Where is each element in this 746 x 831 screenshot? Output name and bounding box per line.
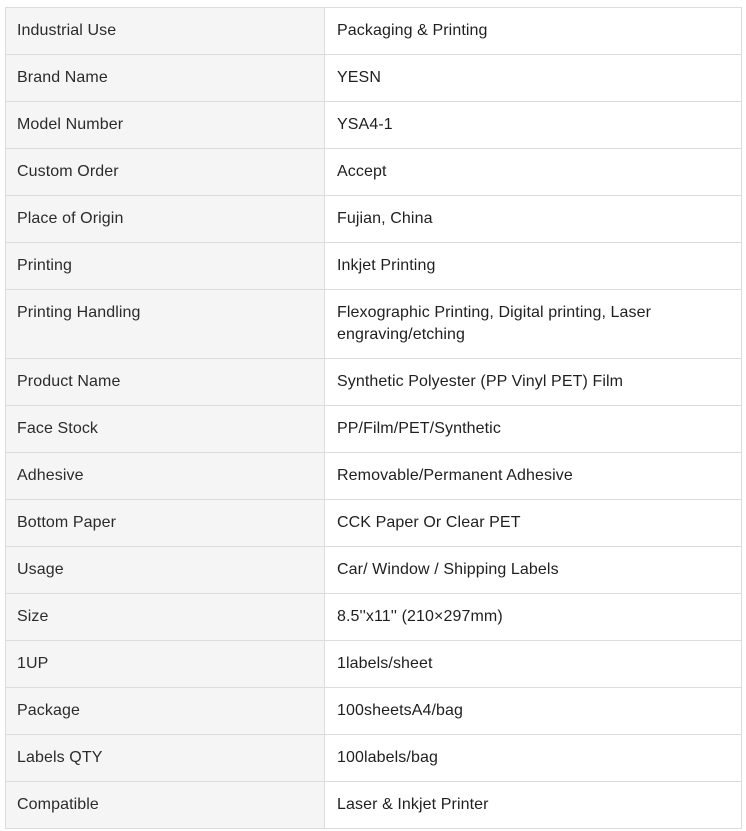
table-row: [6, 594, 742, 641]
spec-value: 100labels/bag: [325, 735, 742, 782]
spec-label: Product Name: [6, 359, 325, 406]
spec-value: YESN: [325, 55, 742, 102]
table-row: [6, 8, 742, 55]
spec-value: Fujian, China: [325, 196, 742, 243]
spec-label: Bottom Paper: [6, 500, 325, 547]
table-row: [6, 641, 742, 688]
spec-value: 100sheetsA4/bag: [325, 688, 742, 735]
spec-label: Adhesive: [6, 453, 325, 500]
spec-value: CCK Paper Or Clear PET: [325, 500, 742, 547]
table-row: [6, 735, 742, 782]
table-row: [6, 782, 742, 829]
spec-value: Laser & Inkjet Printer: [325, 782, 742, 829]
table-row: [6, 500, 742, 547]
table-row: [6, 359, 742, 406]
spec-label: Custom Order: [6, 149, 325, 196]
spec-value: Inkjet Printing: [325, 243, 742, 290]
spec-value: Removable/Permanent Adhesive: [325, 453, 742, 500]
spec-label: Printing Handling: [6, 290, 325, 359]
spec-label: Size: [6, 594, 325, 641]
spec-label: Printing: [6, 243, 325, 290]
spec-label: Usage: [6, 547, 325, 594]
spec-value: Packaging & Printing: [325, 8, 742, 55]
table-row: [6, 55, 742, 102]
spec-label: Industrial Use: [6, 8, 325, 55]
table-row: [6, 453, 742, 500]
table-row: [6, 102, 742, 149]
spec-value: 1labels/sheet: [325, 641, 742, 688]
spec-label: Package: [6, 688, 325, 735]
table-row: [6, 149, 742, 196]
spec-label: Place of Origin: [6, 196, 325, 243]
spec-label: Face Stock: [6, 406, 325, 453]
spec-value: PP/Film/PET/Synthetic: [325, 406, 742, 453]
spec-value: YSA4-1: [325, 102, 742, 149]
spec-label: Compatible: [6, 782, 325, 829]
spec-label: Brand Name: [6, 55, 325, 102]
table-row: [6, 406, 742, 453]
spec-value: Car/ Window / Shipping Labels: [325, 547, 742, 594]
spec-value: 8.5''x11'' (210×297mm): [325, 594, 742, 641]
spec-label: Labels QTY: [6, 735, 325, 782]
table-row: [6, 290, 742, 359]
table-row: [6, 243, 742, 290]
spec-value: Synthetic Polyester (PP Vinyl PET) Film: [325, 359, 742, 406]
spec-value: Flexographic Printing, Digital printing, Laser engraving/etching: [325, 290, 742, 359]
spec-label: Model Number: [6, 102, 325, 149]
table-row: [6, 196, 742, 243]
spec-value: Accept: [325, 149, 742, 196]
table-row: [6, 688, 742, 735]
spec-label: 1UP: [6, 641, 325, 688]
table-row: [6, 547, 742, 594]
product-spec-table: [5, 7, 742, 829]
